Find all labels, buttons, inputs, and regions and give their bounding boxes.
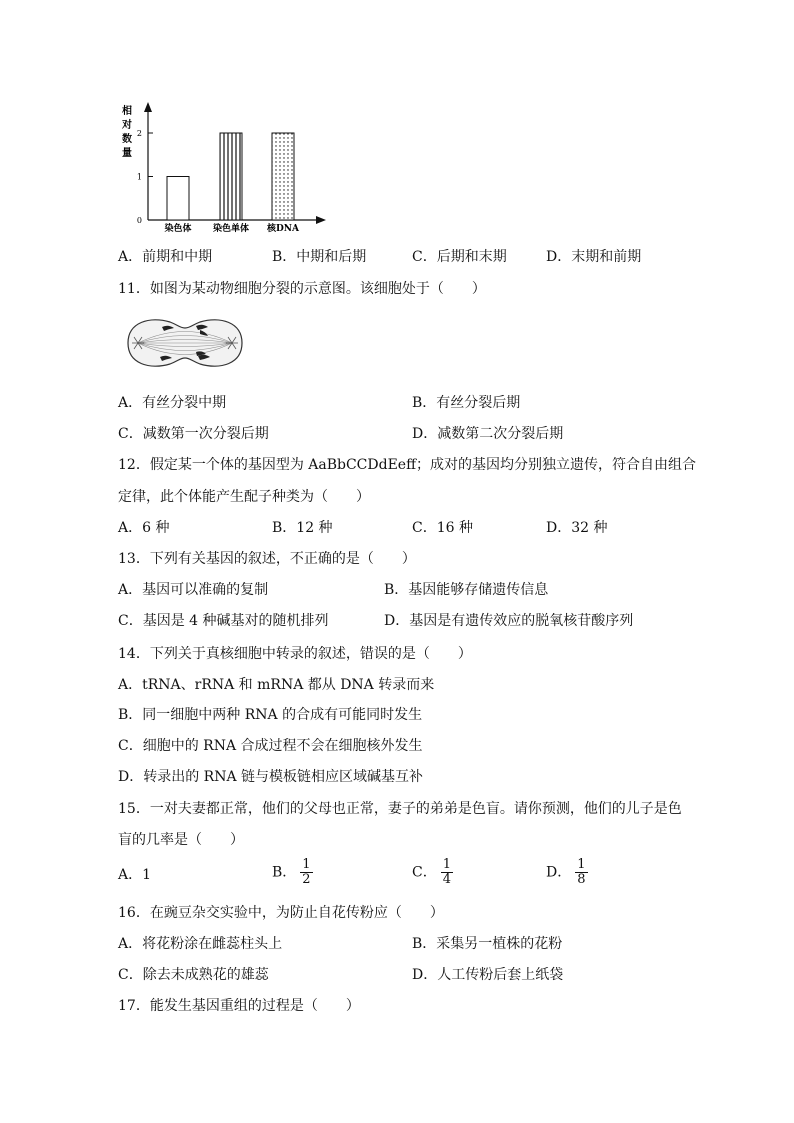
q16-stem: 16．在豌豆杂交实验中，为防止自花传粉应（ ）	[118, 905, 444, 921]
q14-option-c[interactable]: C．细胞中的 RNA 合成过程不会在细胞核外发生	[118, 738, 423, 754]
q12-option-c[interactable]: C．16 种	[412, 520, 473, 536]
x-category-label: 染色单体	[212, 224, 250, 234]
q11-option-a[interactable]: A．有丝分裂中期	[118, 395, 227, 411]
y-axis-arrow	[144, 102, 152, 112]
q12-stem-line2: 定律，此个体能产生配子种类为（ ）	[118, 489, 370, 505]
q12-option-d[interactable]: D．32 种	[546, 520, 608, 536]
q15-option-d-prefix: D．	[546, 864, 572, 881]
q16-option-b[interactable]: B．采集另一植株的花粉	[412, 936, 563, 952]
q15-option-b-fraction	[300, 858, 312, 887]
q15-option-a[interactable]: A．1	[118, 867, 152, 883]
y-axis-label-group	[121, 104, 132, 159]
y-axis-label-char: 数	[122, 134, 132, 145]
q15-option-d[interactable]	[546, 858, 588, 887]
bar-2	[220, 133, 242, 220]
q16-option-a[interactable]: A．将花粉涂在雌蕊柱头上	[118, 936, 283, 952]
q12-stem-line1: 12．假定某一个体的基因型为 AaBbCCDdEeff；成对的基因均分别独立遗传，符合自由组合	[118, 457, 697, 473]
q15-option-d-fraction	[575, 858, 587, 887]
q13-option-b[interactable]: B．基因能够存储遗传信息	[384, 582, 549, 598]
q10-option-c[interactable]: C．后期和末期	[412, 249, 507, 265]
x-axis-arrow	[316, 216, 326, 224]
y-axis-label-char: 量	[122, 148, 132, 159]
q15-option-b-prefix: B．	[272, 864, 297, 881]
q14-stem: 14．下列关于真核细胞中转录的叙述，错误的是（ ）	[118, 646, 472, 662]
q15-stem-line1: 15．一对夫妻都正常，他们的父母也正常，妻子的弟弟是色盲。请你预测，他们的儿子是色	[118, 801, 682, 817]
q12-option-b[interactable]: B．12 种	[272, 520, 333, 536]
q13-option-a[interactable]: A．基因可以准确的复制	[118, 582, 269, 598]
q11-stem: 11．如图为某动物细胞分裂的示意图。该细胞处于（ ）	[118, 281, 486, 297]
q10-option-b[interactable]: B．中期和后期	[272, 249, 367, 265]
x-category-label: 核DNA	[266, 224, 300, 234]
y-axis-label-char: 对	[122, 120, 132, 131]
q13-option-c[interactable]: C．基因是 4 种碱基对的随机排列	[118, 613, 329, 629]
q16-option-c[interactable]: C．除去未成熟花的雄蕊	[118, 967, 269, 983]
q15-option-c-prefix: C．	[412, 864, 437, 881]
q14-option-a[interactable]: A．tRNA、rRNA 和 mRNA 都从 DNA 转录而来	[118, 677, 435, 693]
q15-option-b[interactable]	[272, 858, 313, 887]
y-tick-label: 0	[136, 216, 142, 225]
q17-stem: 17．能发生基因重组的过程是（ ）	[118, 998, 360, 1014]
q12-option-a[interactable]: A．6 种	[118, 520, 170, 536]
x-category-label: 染色体	[164, 224, 192, 234]
q15-stem-line2: 盲的几率是（ ）	[118, 832, 244, 848]
q14-option-b[interactable]: B．同一细胞中两种 RNA 的合成有可能同时发生	[118, 707, 423, 723]
fraction-numerator: 1	[577, 857, 586, 872]
q15-option-c[interactable]	[412, 858, 453, 887]
q15-option-c-fraction	[441, 858, 453, 887]
q11-option-c[interactable]: C．减数第一次分裂后期	[118, 426, 269, 442]
q10-bar-chart	[118, 100, 333, 235]
bar-3	[272, 133, 294, 220]
q13-stem: 13．下列有关基因的叙述，不正确的是（ ）	[118, 551, 416, 567]
q10-option-d[interactable]: D．末期和前期	[546, 249, 642, 265]
fraction-denominator: 8	[577, 872, 586, 887]
fraction-denominator: 2	[302, 872, 311, 887]
q11-option-d[interactable]: D．减数第二次分裂后期	[412, 426, 564, 442]
fraction-numerator: 1	[302, 857, 311, 872]
q10-option-a[interactable]: A．前期和中期	[118, 249, 213, 265]
fraction-numerator: 1	[442, 857, 451, 872]
q11-option-b[interactable]: B．有丝分裂后期	[412, 395, 521, 411]
q13-option-d[interactable]: D．基因是有遗传效应的脱氧核苷酸序列	[384, 613, 634, 629]
y-axis-label-char: 相	[122, 106, 132, 117]
bar-1	[167, 177, 189, 221]
y-tick-label: 2	[136, 129, 142, 138]
q14-option-d[interactable]: D．转录出的 RNA 链与模板链相应区域碱基互补	[118, 769, 424, 785]
cell-division-diagram	[120, 310, 250, 376]
fraction-denominator: 4	[442, 872, 451, 887]
q16-option-d[interactable]: D．人工传粉后套上纸袋	[412, 967, 564, 983]
y-tick-label: 1	[136, 172, 142, 182]
